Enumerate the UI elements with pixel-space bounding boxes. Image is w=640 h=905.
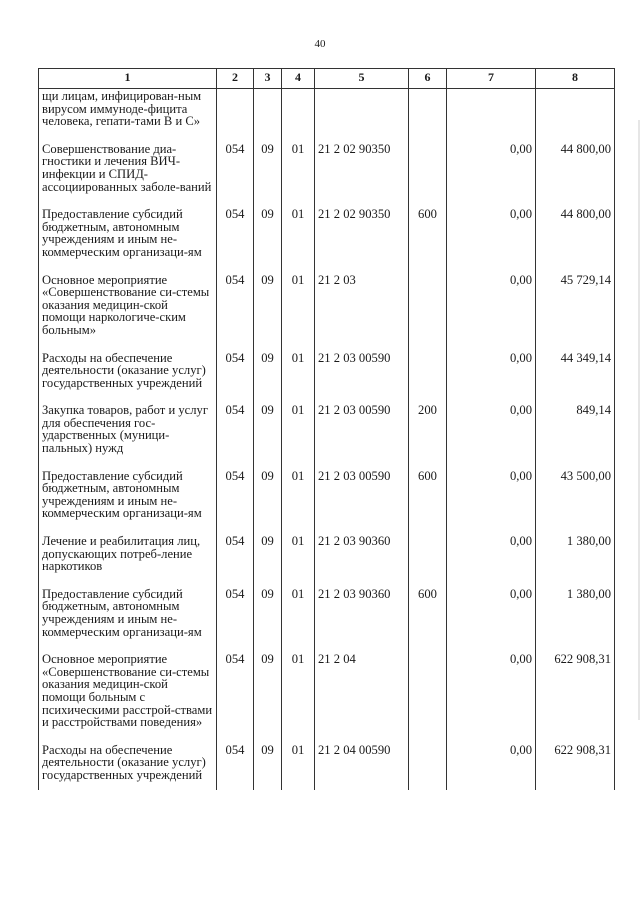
row-subsection: 01	[282, 136, 315, 201]
row-ved: 054	[217, 528, 254, 581]
row-ved: 054	[217, 463, 254, 528]
row-subsection	[282, 89, 315, 136]
row-section	[254, 89, 282, 136]
row-section: 09	[254, 267, 282, 345]
page-number: 40	[314, 38, 326, 50]
row-ved: 054	[217, 737, 254, 790]
row-name: Предоставление субсидий бюджетным, автономным учреждениям и иным не-коммерческим организаци-ям	[39, 463, 217, 528]
row-expense-type	[409, 267, 447, 345]
row-expense-type	[409, 136, 447, 201]
row-subsection: 01	[282, 267, 315, 345]
row-name: Основное мероприятие «Совершенствование си-стемы оказания медицин-ской помощи больным с психическими расстрой-ствами и расстройствами поведения»	[39, 646, 217, 737]
row-section: 09	[254, 528, 282, 581]
row-name: Основное мероприятие «Совершенствование си-стемы оказания медицин-ской помощи наркологиче-ским больным»	[39, 267, 217, 345]
table-row	[39, 89, 615, 136]
col-header-5: 5	[315, 69, 409, 89]
row-value-col7: 0,00	[447, 646, 536, 737]
row-expense-type	[409, 528, 447, 581]
row-value-col8: 1 380,00	[536, 528, 615, 581]
table-header-row	[39, 69, 615, 89]
col-header-1: 1	[39, 69, 217, 89]
row-value-col8: 44 800,00	[536, 136, 615, 201]
row-expense-type: 600	[409, 581, 447, 646]
row-value-col8: 849,14	[536, 397, 615, 462]
row-value-col8: 44 800,00	[536, 201, 615, 266]
row-value-col7	[447, 89, 536, 136]
row-expense-type	[409, 89, 447, 136]
row-expense-type	[409, 345, 447, 398]
row-value-col7: 0,00	[447, 528, 536, 581]
col-header-8: 8	[536, 69, 615, 89]
row-subsection: 01	[282, 463, 315, 528]
row-expense-type	[409, 646, 447, 737]
row-expense-type: 600	[409, 463, 447, 528]
row-target-article: 21 2 03 00590	[315, 345, 409, 398]
row-section: 09	[254, 737, 282, 790]
row-ved: 054	[217, 201, 254, 266]
row-value-col7: 0,00	[447, 345, 536, 398]
row-value-col7: 0,00	[447, 397, 536, 462]
row-subsection: 01	[282, 201, 315, 266]
row-ved: 054	[217, 345, 254, 398]
row-value-col8: 622 908,31	[536, 646, 615, 737]
row-section: 09	[254, 201, 282, 266]
row-subsection: 01	[282, 737, 315, 790]
row-target-article: 21 2 03 90360	[315, 581, 409, 646]
row-ved: 054	[217, 646, 254, 737]
row-expense-type: 200	[409, 397, 447, 462]
row-target-article: 21 2 02 90350	[315, 136, 409, 201]
row-target-article: 21 2 02 90350	[315, 201, 409, 266]
budget-table	[38, 68, 615, 790]
row-ved: 054	[217, 136, 254, 201]
row-target-article: 21 2 04 00590	[315, 737, 409, 790]
row-value-col7: 0,00	[447, 267, 536, 345]
row-subsection: 01	[282, 528, 315, 581]
row-section: 09	[254, 646, 282, 737]
table-row	[39, 646, 615, 737]
row-section: 09	[254, 136, 282, 201]
row-ved: 054	[217, 267, 254, 345]
row-section: 09	[254, 581, 282, 646]
row-ved: 054	[217, 581, 254, 646]
col-header-6: 6	[409, 69, 447, 89]
row-target-article	[315, 89, 409, 136]
row-section: 09	[254, 463, 282, 528]
row-target-article: 21 2 03	[315, 267, 409, 345]
row-value-col7: 0,00	[447, 201, 536, 266]
row-name: Предоставление субсидий бюджетным, автономным учреждениям и иным не-коммерческим организаци-ям	[39, 201, 217, 266]
row-name: щи лицам, инфицирован-ным вирусом иммуноде-фицита человека, гепати-тами В и С»	[39, 89, 217, 136]
row-value-col7: 0,00	[447, 581, 536, 646]
row-section: 09	[254, 397, 282, 462]
row-value-col8	[536, 89, 615, 136]
col-header-7: 7	[447, 69, 536, 89]
row-value-col7: 0,00	[447, 737, 536, 790]
col-header-2: 2	[217, 69, 254, 89]
row-name: Лечение и реабилитация лиц, допускающих потреб-ление наркотиков	[39, 528, 217, 581]
col-header-4: 4	[282, 69, 315, 89]
row-subsection: 01	[282, 581, 315, 646]
row-target-article: 21 2 04	[315, 646, 409, 737]
row-name: Закупка товаров, работ и услуг для обеспечения гос-ударственных (муници-пальных) нужд	[39, 397, 217, 462]
row-value-col8: 622 908,31	[536, 737, 615, 790]
row-name: Совершенствование диа-гностики и лечения ВИЧ-инфекции и СПИД-ассоциированных заболе-ваний	[39, 136, 217, 201]
row-ved: 054	[217, 397, 254, 462]
row-ved	[217, 89, 254, 136]
table-row	[39, 528, 615, 581]
row-target-article: 21 2 03 00590	[315, 397, 409, 462]
row-section: 09	[254, 345, 282, 398]
row-value-col8: 45 729,14	[536, 267, 615, 345]
table-row	[39, 201, 615, 266]
row-expense-type	[409, 737, 447, 790]
row-value-col8: 43 500,00	[536, 463, 615, 528]
row-value-col7: 0,00	[447, 136, 536, 201]
table-row	[39, 136, 615, 201]
table-row	[39, 463, 615, 528]
col-header-3: 3	[254, 69, 282, 89]
row-target-article: 21 2 03 00590	[315, 463, 409, 528]
row-name: Расходы на обеспечение деятельности (оказание услуг) государственных учреждений	[39, 737, 217, 790]
row-value-col8: 44 349,14	[536, 345, 615, 398]
row-subsection: 01	[282, 345, 315, 398]
row-value-col8: 1 380,00	[536, 581, 615, 646]
table-row	[39, 397, 615, 462]
table-row	[39, 267, 615, 345]
row-target-article: 21 2 03 90360	[315, 528, 409, 581]
row-name: Предоставление субсидий бюджетным, автономным учреждениям и иным не-коммерческим организаци-ям	[39, 581, 217, 646]
table-row	[39, 345, 615, 398]
row-subsection: 01	[282, 646, 315, 737]
table-row	[39, 737, 615, 790]
table-row	[39, 581, 615, 646]
row-value-col7: 0,00	[447, 463, 536, 528]
row-name: Расходы на обеспечение деятельности (оказание услуг) государственных учреждений	[39, 345, 217, 398]
row-subsection: 01	[282, 397, 315, 462]
row-expense-type: 600	[409, 201, 447, 266]
